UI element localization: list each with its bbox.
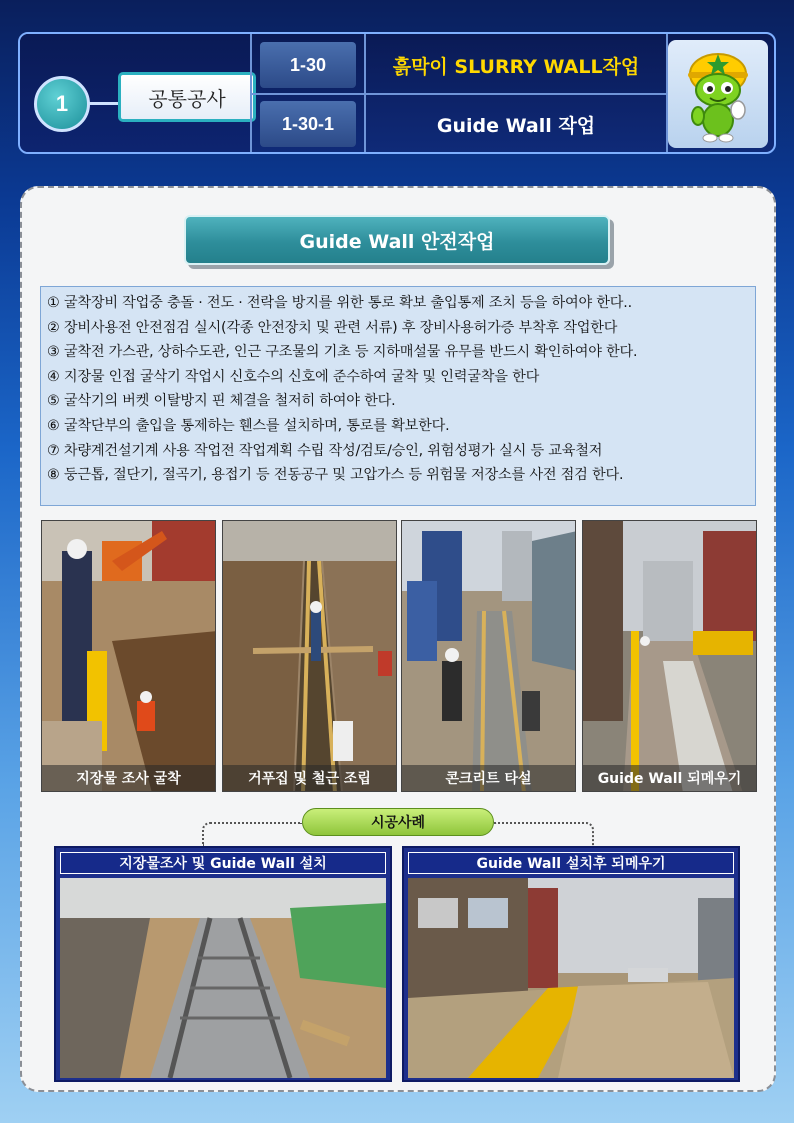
code-sub: 1-30-1	[260, 101, 356, 147]
category-label: 공통공사	[118, 72, 256, 122]
photo-concrete	[401, 520, 576, 792]
excavation-photo-image	[42, 521, 216, 792]
rule-item: ④ 지장물 인접 굴삭기 작업시 신호수의 신호에 준수하여 굴착 및 인력굴착을 한다	[47, 368, 540, 385]
example-title: 지장물조사 및 Guide Wall 설치	[60, 852, 386, 874]
photo-caption: 거푸집 및 철근 조립	[223, 765, 396, 791]
backfill-photo-image	[583, 521, 757, 792]
example-image-frame	[408, 878, 734, 1082]
rule-item: ⑦ 차량계건설기계 사용 작업전 작업계획 수립 작성/검토/승인, 위험성평가 실시 등 교육철저	[47, 442, 603, 459]
formwork-photo-image	[223, 521, 397, 792]
rule-item: ③ 굴착전 가스관, 상하수도관, 인근 구조물의 기초 등 지하매설물 유무를 반드시 확인하여야 한다.	[47, 344, 638, 361]
example-card	[402, 846, 740, 1082]
title-main: 흙막이 SLURRY WALL작업	[392, 55, 640, 78]
example-connector-left	[202, 822, 302, 846]
code-main-cell	[252, 36, 364, 94]
examples-label: 시공사례	[302, 808, 494, 836]
photo-caption: 지장물 조사 굴착	[42, 765, 215, 791]
rule-item: ⑤ 굴삭기의 버켓 이탈방지 핀 체결을 철저히 하여야 한다.	[47, 393, 396, 410]
rule-item: ⑥ 굴착단부의 출입을 통제하는 휀스를 설치하며, 통로를 확보한다.	[47, 417, 450, 434]
section-number-badge: 1	[34, 76, 90, 132]
photo-backfill	[582, 520, 757, 792]
title-sub: Guide Wall 작업	[436, 114, 596, 137]
header-banner	[18, 32, 776, 154]
example-connector-right	[494, 822, 594, 846]
guide-wall-install-photo-image	[60, 878, 386, 1078]
rule-item: ① 굴착장비 작업중 충돌 · 전도 · 전락을 방지를 위한 통로 확보 출입통제 조치 등을 하여야 한다..	[47, 295, 632, 311]
code-main: 1-30	[260, 42, 356, 88]
section-title: Guide Wall 안전작업	[184, 215, 610, 265]
example-card	[54, 846, 392, 1082]
safety-rules-box	[40, 286, 756, 506]
mascot-frame	[668, 40, 768, 148]
safety-helmet-mascot-icon	[678, 44, 758, 144]
example-title: Guide Wall 설치후 되메우기	[408, 852, 734, 874]
concrete-photo-image	[402, 521, 576, 792]
rule-item: ② 장비사용전 안전점검 실시(각종 안전장치 및 관련 서류) 후 장비사용허가증 부착후 작업한다	[47, 319, 618, 336]
header-category-area	[20, 34, 250, 152]
badge-connector	[88, 102, 122, 105]
photo-caption: Guide Wall 되메우기	[583, 765, 756, 791]
photo-caption: 콘크리트 타설	[402, 765, 575, 791]
code-sub-cell	[252, 95, 364, 153]
photo-formwork	[222, 520, 397, 792]
guide-wall-backfill-photo-image	[408, 878, 734, 1078]
rule-item: ⑧ 둥근톱, 절단기, 절곡기, 용접기 등 전동공구 및 고압가스 등 위험물 저장소를 사전 점검 한다.	[47, 467, 624, 484]
photo-excavation	[41, 520, 216, 792]
example-image-frame	[60, 878, 386, 1082]
